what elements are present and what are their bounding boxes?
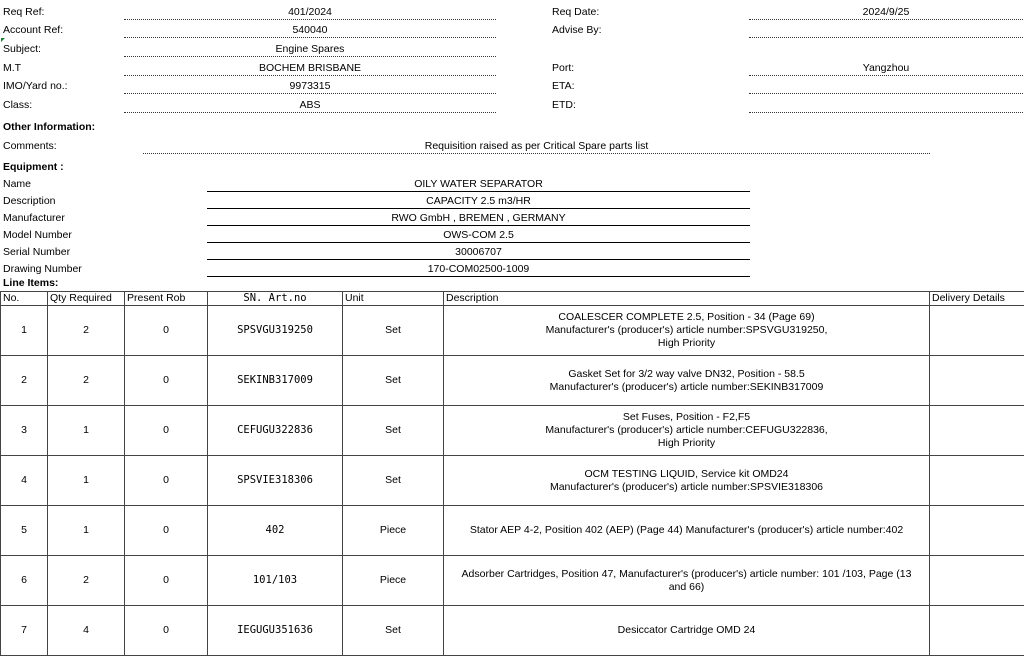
cell-description [444,356,930,406]
col-header-qty: Qty Required [48,292,125,306]
description-line: Stator AEP 4-2, Position 402 (AEP) (Page 44) Manufacturer's (producer's) article number:402 [469,524,904,536]
port-value: Yangzhou [749,62,1023,76]
cell-art-no: 101/103 [208,556,343,606]
description-line: and 66) [668,580,705,593]
cell-art-no: CEFUGU322836 [208,406,343,456]
line-items-table [0,291,1024,656]
cell-delivery [930,306,1024,356]
comment-marker [1,38,5,42]
table-row [1,406,1024,456]
cell-unit: Set [343,456,444,506]
description-line: OCM TESTING LIQUID, Service kit OMD24 [584,467,789,480]
cell-unit: Set [343,406,444,456]
description-line: Manufacturer's (producer's) article number:SEKINB317009 [549,380,824,393]
line-items-heading: Line Items: [3,277,59,289]
table-header-row [1,292,1024,306]
eta-label: ETA: [552,80,575,92]
description-line: Gasket Set for 3/2 way valve DN32, Position - 58.5 [568,367,805,380]
equipment-description-value: CAPACITY 2.5 m3/HR [207,195,750,209]
cell-description [444,506,930,556]
cell-description [444,406,930,456]
cell-art-no: IEGUGU351636 [208,606,343,656]
equipment-description-label: Description [3,195,56,207]
equipment-serial-label: Serial Number [3,246,71,258]
other-info-heading: Other Information: [3,121,96,133]
table-row [1,306,1024,356]
subject-label: Subject: [3,43,41,55]
table-row [1,356,1024,406]
cell-delivery [930,406,1024,456]
description-line: High Priority [657,437,716,449]
cell-qty: 1 [48,456,125,506]
req-ref-value: 401/2024 [124,6,496,20]
table-row [1,456,1024,506]
comments-value: Requisition raised as per Critical Spare parts list [143,140,930,154]
cell-no: 3 [1,406,48,456]
account-ref-value: 540040 [124,24,496,38]
cell-rob: 0 [125,506,208,556]
equipment-drawing-label: Drawing Number [3,263,82,275]
description-line: Manufacturer's (producer's) article number:SPSVIE318306 [549,480,824,493]
mt-value: BOCHEM BRISBANE [124,62,496,76]
advise-by-value [749,24,1023,38]
line-items-body [1,306,1024,656]
cell-art-no: SEKINB317009 [208,356,343,406]
account-ref-label: Account Ref: [3,24,64,36]
cell-no: 4 [1,456,48,506]
col-header-description: Description [444,292,930,306]
description-line: COALESCER COMPLETE 2.5, Position - 34 (Page 69) [558,311,815,323]
cell-no: 5 [1,506,48,556]
cell-delivery [930,556,1024,606]
cell-no: 2 [1,356,48,406]
imo-value: 9973315 [124,80,496,94]
cell-no: 6 [1,556,48,606]
cell-description [444,606,930,656]
col-header-no: No. [1,292,48,306]
equipment-drawing-value: 170-COM02500-1009 [207,263,750,277]
port-label: Port: [552,62,575,74]
equipment-manufacturer-label: Manufacturer [3,212,65,224]
cell-qty: 1 [48,506,125,556]
equipment-model-label: Model Number [3,229,72,241]
cell-rob: 0 [125,606,208,656]
cell-qty: 2 [48,306,125,356]
description-line: Desiccator Cartridge OMD 24 [617,624,756,636]
cell-unit: Set [343,606,444,656]
etd-value [749,99,1023,113]
equipment-name-value: OILY WATER SEPARATOR [207,178,750,192]
table-row [1,606,1024,656]
col-header-art: SN. Art.no [208,292,343,306]
mt-label: M.T [3,62,22,74]
cell-no: 7 [1,606,48,656]
equipment-heading: Equipment : [3,161,64,173]
req-date-label: Req Date: [552,6,600,18]
cell-qty: 2 [48,556,125,606]
eta-value [749,80,1023,94]
cell-description [444,556,930,606]
cell-art-no: 402 [208,506,343,556]
cell-description [444,456,930,506]
cell-unit: Piece [343,556,444,606]
cell-unit: Piece [343,506,444,556]
cell-delivery [930,606,1024,656]
description-line: Adsorber Cartridges, Position 47, Manufacturer's (producer's) article number: 101 /103, Page (13 [461,567,912,580]
cell-delivery [930,456,1024,506]
description-line: Manufacturer's (producer's) article number:CEFUGU322836, [545,424,828,436]
cell-qty: 2 [48,356,125,406]
col-header-unit: Unit [343,292,444,306]
cell-rob: 0 [125,406,208,456]
etd-label: ETD: [552,99,576,111]
cell-delivery [930,356,1024,406]
class-value: ABS [124,99,496,113]
cell-qty: 1 [48,406,125,456]
cell-no: 1 [1,306,48,356]
cell-delivery [930,506,1024,556]
equipment-name-label: Name [3,178,32,190]
table-row [1,506,1024,556]
description-line: High Priority [657,337,716,349]
subject-value: Engine Spares [124,43,496,57]
cell-art-no: SPSVIE318306 [208,456,343,506]
cell-unit: Set [343,356,444,406]
description-line: Manufacturer's (producer's) article number:SPSVGU319250, [545,324,828,336]
col-header-delivery: Delivery Details [930,292,1024,306]
cell-rob: 0 [125,356,208,406]
cell-art-no: SPSVGU319250 [208,306,343,356]
description-line: Set Fuses, Position - F2,F5 [622,411,751,423]
comments-label: Comments: [3,140,57,152]
col-header-rob: Present Rob [125,292,208,306]
equipment-serial-value: 30006707 [207,246,750,260]
cell-unit: Set [343,306,444,356]
req-ref-label: Req Ref: [3,6,45,18]
cell-qty: 4 [48,606,125,656]
cell-description [444,306,930,356]
imo-label: IMO/Yard no.: [3,80,68,92]
table-row [1,556,1024,606]
cell-rob: 0 [125,306,208,356]
class-label: Class: [3,99,33,111]
req-date-value: 2024/9/25 [749,6,1023,20]
cell-rob: 0 [125,556,208,606]
cell-rob: 0 [125,456,208,506]
equipment-model-value: OWS-COM 2.5 [207,229,750,243]
equipment-manufacturer-value: RWO GmbH , BREMEN , GERMANY [207,212,750,226]
advise-by-label: Advise By: [552,24,602,36]
